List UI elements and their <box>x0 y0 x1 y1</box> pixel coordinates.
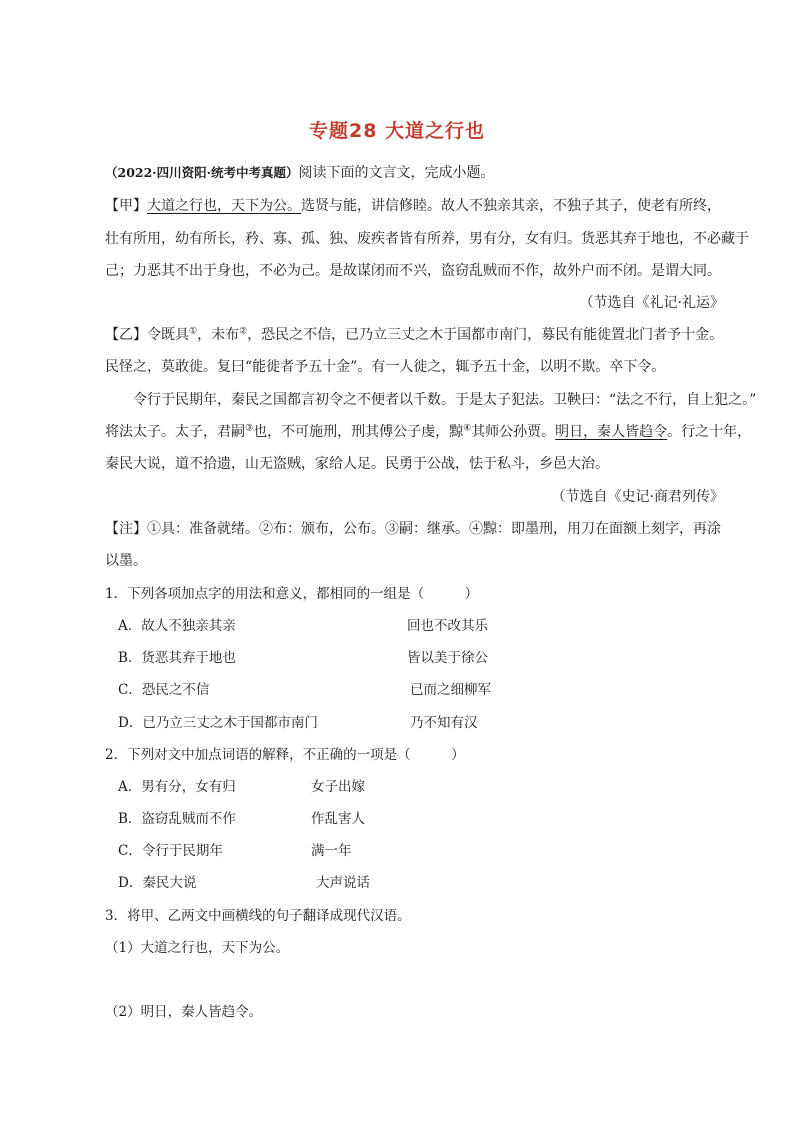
passage-yi-line-3: 令行于民期年，秦民之国都言初令之不便者以千数。于是太子犯法。卫鞅曰：“法之不行，自上犯之。” <box>133 392 757 408</box>
footnote-marker: ④ <box>463 423 472 434</box>
page-title: 专题28 大道之行也 <box>308 120 486 142</box>
question-3-sub-1: （1）大道之行也，天下为公。 <box>105 940 290 956</box>
question-intro <box>105 163 725 183</box>
question-3-stem: 3．将甲、乙两文中画横线的句子翻译成现代汉语。 <box>105 908 411 924</box>
exam-source-tag: （2022·四川资阳·统考中考真题） <box>105 165 299 180</box>
footnote-marker: ② <box>239 326 248 337</box>
passage-yi-label: 【乙】 <box>105 327 147 343</box>
passage-jia-line-3: 己；力恶其不出于身也，不必为己。是故谋闭而不兴，盗窃乱贼而不作，故外户而不闭。是谓大同。 <box>105 263 721 279</box>
underlined-sentence-2: 明日，秦人皆趋令 <box>555 424 668 440</box>
passage-jia-source: （节选自《礼记·礼运》 <box>579 295 724 311</box>
notes-line-1: 【注】①具：准备就绪。②布：颁布，公布。③嗣：继承。④黥：即墨刑，用刀在面额上刻字，再涂 <box>105 521 721 537</box>
footnote-marker: ③ <box>245 423 254 434</box>
passage-yi-line-4: 将法太子。太子，君嗣③也，不可施刑，刑其傅公子虔，黥④其师公孙贾。明日，秦人皆趋令。行之十年， <box>105 423 752 440</box>
question-3-sub-2: （2）明日，秦人皆趋令。 <box>105 1004 263 1020</box>
passage-yi-line-1: 【乙】令既具①，未布②，恐民之不信，已乃立三丈之木于国都市南门，募民有能徙置北门者予十金。 <box>105 326 724 343</box>
question-2-stem: 2．下列对文中加点词语的解释，不正确的一项是（ ） <box>105 747 465 763</box>
passage-jia-label: 【甲】 <box>105 198 147 214</box>
notes-line-2: 以墨。 <box>105 553 147 569</box>
document-page: 专题28 大道之行也 （2022·四川资阳·统考中考真题）阅读下面的文言文，完成小题。 【甲】大道之行也，天下为公。选贤与能，讲信修睦。故人不独亲其亲，不独子其子，使老有所终， 壮有所用，幼有所长，矜、寡、孤、独、废疾者皆有所养，男有分，女有归。货恶其弃于地也，不必藏于 己；力恶其不出于身也，不必为己。是故谋闭而不兴，盗窃乱贼而不作，故外户而不闭。是谓大同。 （节选自《礼记·礼运》 【乙】令既具①，未布②，恐民之不信，已乃立三丈之木于国都市南门，募民有能徙置北门者予十金。 民怪之，莫敢徙。复曰“能徙者予五十金”。有一人徙之，辄予五十金，以明不欺。卒下令。 令行于民期年，秦民之国都言初令之不便者以千数。于是太子犯法。卫鞅曰：“法之不行，自上犯之。” 将法太子。太子，君嗣③也，不可施刑，刑其傅公子虔，黥④其师公孙贾。明日，秦人皆趋令。行之十年， 秦民大说，道不拾遗，山无盗贼，家给人足。民勇于公战，怯于私斗，乡邑大治。 （节选自《史记·商君列传》 【注】①具：准备就绪。②布：颁布，公布。③嗣：继承。④黥：即墨刑，用刀在面额上刻字，再涂 以墨。 1．下列各项加点字的用法和意义，都相同的一组是（ ） A．故人不独亲其亲 回也不改其乐 B．货恶其弃于地也 皆以美于徐公 C．恐民之不信 已而之细柳军 D．已乃立三丈之木于国都市南门 乃不知有汉 2．下列对文中加点词语的解释，不正确的一项是（ ） A．男有分，女有归 女子出嫁 B．盗窃乱贼而不作 作乱害人 C．令行于民期年 满一年 D．秦民大说 大声说话 3．将甲、乙两文中画横线的句子翻译成现代汉语。 （1）大道之行也，天下为公。 （2）明日，秦人皆趋令。 <box>0 0 794 1123</box>
passage-jia-line-2: 壮有所用，幼有所长，矜、寡、孤、独、废疾者皆有所养，男有分，女有归。货恶其弃于地也，不必藏于 <box>105 231 749 247</box>
passage-yi-source: （节选自《史记·商君列传》 <box>551 489 724 505</box>
question-1-stem: 1．下列各项加点字的用法和意义，都相同的一组是（ ） <box>105 586 479 602</box>
passage-yi-line-5: 秦民大说，道不拾遗，山无盗贼，家给人足。民勇于公战，怯于私斗，乡邑大治。 <box>105 456 609 472</box>
passage-jia-line-1: 【甲】大道之行也，天下为公。选贤与能，讲信修睦。故人不独亲其亲，不独子其子，使老有所终， <box>105 198 721 214</box>
intro-text: 阅读下面的文言文，完成小题。 <box>298 165 495 181</box>
underlined-sentence-1: 大道之行也，天下为公。 <box>147 198 301 214</box>
passage-yi-line-2: 民怪之，莫敢徙。复曰“能徙者予五十金”。有一人徙之，辄予五十金，以明不欺。卒下令。 <box>105 359 666 375</box>
footnote-marker: ① <box>189 326 198 337</box>
